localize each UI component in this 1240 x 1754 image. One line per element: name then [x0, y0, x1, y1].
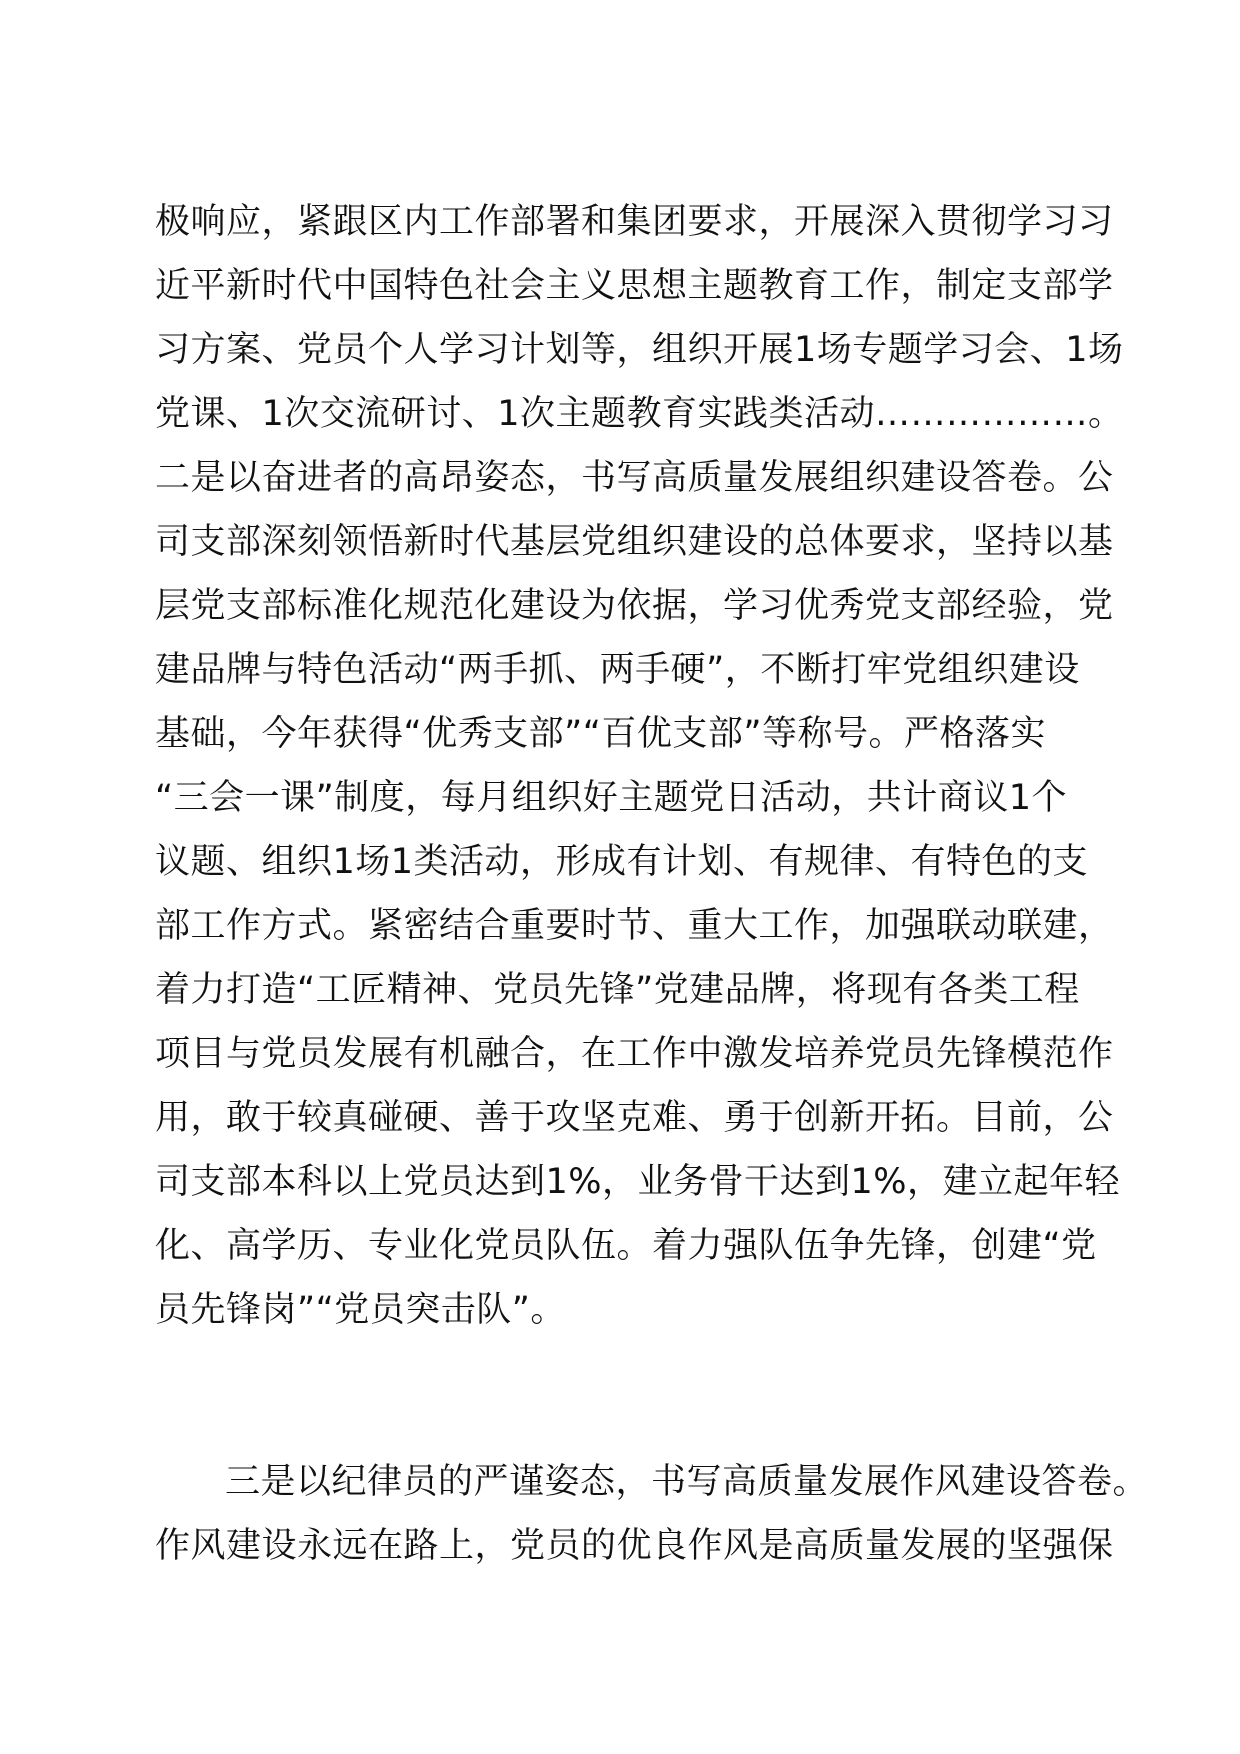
text-line: 议题、组织1场1类活动，形成有计划、有规律、有特色的支: [155, 842, 1089, 882]
text-line: 项目与党员发展有机融合，在工作中激发培养党员先锋模范作: [155, 1034, 1114, 1074]
paragraph-gap: [155, 1342, 1085, 1450]
text-line: 用，敢于较真碰硬、善于攻坚克难、勇于创新开拓。目前，公: [155, 1098, 1114, 1138]
paragraph-three-second-line: 作风建设永远在路上，党员的优良作风是高质量发展的坚强保: [155, 1526, 1114, 1566]
paragraph-three-first-line: 三是以纪律员的严谨姿态，书写高质量发展作风建设答卷。: [225, 1462, 1149, 1502]
text-line: “三会一课”制度，每月组织好主题党日活动，共计商议1个: [155, 778, 1068, 818]
text-line: 习方案、党员个人学习计划等，组织开展1场专题学习会、1场: [155, 330, 1124, 370]
text-line: 司支部深刻领悟新时代基层党组织建设的总体要求，坚持以基: [155, 522, 1114, 562]
text-line: 基础，今年获得“优秀支部”“百优支部”等称号。严格落实: [155, 714, 1047, 754]
text-line: 员先锋岗”“党员突击队”。: [155, 1290, 566, 1330]
text-line: 党课、1次交流研讨、1次主题教育实践类活动………………。: [155, 394, 1124, 434]
text-line: 近平新时代中国特色社会主义思想主题教育工作，制定支部学: [155, 266, 1114, 306]
text-line: 司支部本科以上党员达到1%，业务骨干达到1%，建立起年轻: [155, 1162, 1121, 1202]
text-line: 极响应，紧跟区内工作部署和集团要求，开展深入贯彻学习习: [155, 202, 1114, 242]
text-line: 层党支部标准化规范化建设为依据，学习优秀党支部经验，党: [155, 586, 1114, 626]
text-line: 化、高学历、专业化党员队伍。着力强队伍争先锋，创建“党: [155, 1226, 1097, 1266]
text-line: 部工作方式。紧密结合重要时节、重大工作，加强联动联建，: [155, 906, 1114, 946]
text-line: 着力打造“工匠精神、党员先锋”党建品牌，将现有各类工程: [155, 970, 1080, 1010]
text-line: 建品牌与特色活动“两手抓、两手硬”，不断打牢党组织建设: [155, 650, 1080, 690]
text-line: 二是以奋进者的高昂姿态，书写高质量发展组织建设答卷。公: [155, 458, 1114, 498]
document-body: [155, 190, 1149, 1578]
